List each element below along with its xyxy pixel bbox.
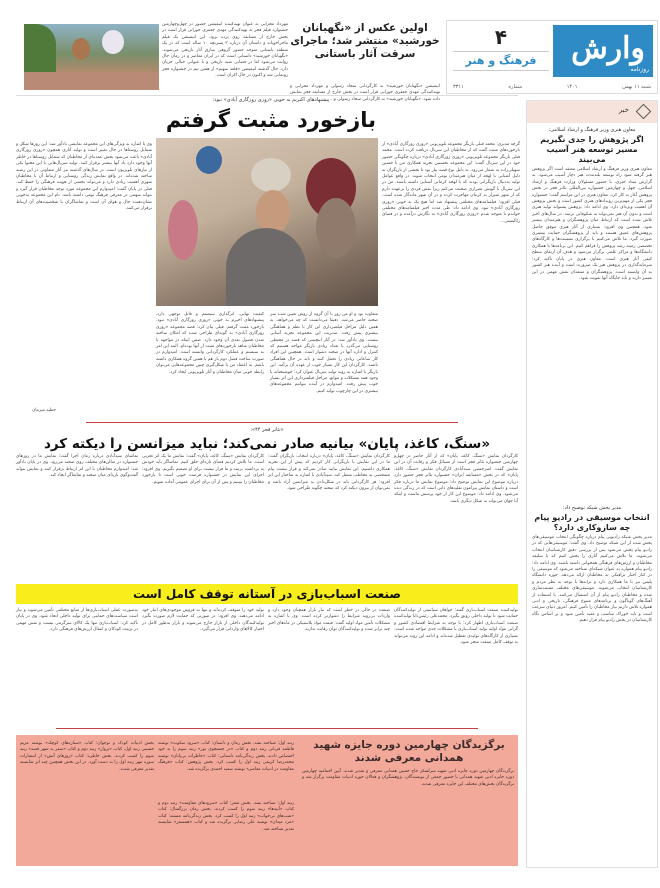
logo-prefix: روزنامه [630,66,649,73]
award-column: رتبه اول: شناخته نشد. بخش شعر: کتاب «سرودهای مقاومت» رتبه دوم و کتاب «آینه‌ها» رتبه سوم را کسب کردند. بخش رمان بزرگسال: کتاب «شب‌های بی‌خواب» رتبه اول را کسب کرد. بخش زندگی‌نامه مستند: کتاب «مرد میدان» نوشته علی رضایی برگزیده شد و کتاب «همسفر» شایسته تقدیر شناخته شد. [158,801,294,832]
masthead [446,20,658,94]
issue-year: ۱۴۰۱ [566,84,578,90]
photo-person [226,228,306,306]
news-item-kicker: معاون هنری وزیر فرهنگ و ارشاد اسلامی: [548,127,636,133]
photo-person [196,146,222,174]
news-item-kicker: مدیر پخش شبکه توضیح داد: [562,505,622,511]
news-item-title: انتخاب موسیقی در رادیو پیام چه سازوکاری دارد؟ [534,513,650,532]
photo-person [251,158,291,192]
toy-industry-title: صنعت اسباب‌بازی در آستانه توقف کامل است [16,584,518,604]
feature-title: بازخورد مثبت گرفتم [165,108,376,132]
top-story-side-text: مهرداد محرابی به عنوان تهیه‌کننده انیمیشن حضور در چهل‌و‌چهارمین جشنواره فیلم فجر به تهیه‌کنندگی مهدی جعفری جوزانی قرار است در بخش خارج از مسابقه روی پرده برود. این انیمیشن یک فیلم ماجراجویانه و داستان آن درباره ۳ پسربچه ۱۰ ساله است که در یک منطقه باستانی متوجه حضور گروهی سارق آثار تاریخی می‌شوند. «نگهبانان خورشید» داستانی است که در ایران معاصر و در زمان حال روایت می‌شود اما در فضایی شبه تاریخی و با عنوانی خیالی جریان دارد. حال گذشته انیمیشن «قلعه سهیم» از همین تیم در جشنواره فجر رونمایی شد و اکنون در حال اکران است. [162,22,289,79]
page-number: ۴ [494,25,508,49]
news-item-body: معاون هنری وزیر فرهنگ و ارشاد اسلامی معتقد است اگر پژوهش هنر گرفته شود راه توسعه بلندمدت هنر دچار آسیب می‌شود. به گزارش ستاد خبری، با حضور مسئولان وزارت فرهنگ و ارشاد اسلامی، چهل و چهارمین جشنواره بین‌المللی تئاتر فجر در بخش پژوهش آغاز به کار کرد. معاون هنری در این مراسم گفت: جشنواره فجر یکی از مهم‌ترین رویدادهای هنری کشور است و بخش پژوهش آن اهمیت ویژه‌ای دارد. وی ادامه داد: پژوهش پشتوانه تولید هنری است و بدون آن هنر نمی‌تواند به شکوفایی برسد. در سال‌های اخیر تلاش شده است که ارتباط میان پژوهشگران و هنرمندان بیشتر شود. همچنین وی افزود: بسیاری از آثار هنری موفق حاصل پژوهش‌های عمیق هستند و باید از پژوهشگران حمایت بیشتری صورت گیرد. ما تلاش می‌کنیم با برگزاری نشست‌ها و کارگاه‌های تخصصی زمینه رشد پژوهش را فراهم کنیم. این برنامه‌ها با همکاری دانشگاه‌ها و مراکز علمی برگزار می‌شود و هدف آن ارتقای سطح کیفی آثار هنری است. معاون هنری در پایان تأکید کرد: سرمایه‌گذاری در پژوهش هنر یک ضرورت است و آینده هنر کشور به آن وابسته است. پژوهشگران و منتقدان نقش مهمی در این مسیر دارند و باید جایگاه آنها تقویت شود. [532,167,652,281]
feature-column: وی با اشاره به ویژگی‌های این مجموعه نمایشی یادآور شد: این روزها شکل و شمایل روستاها در حال تغییر است و تولید آثاری همچون «روزی روزگاری آبادی» باعث می‌شود بخش عمده‌ای از مخاطبان که شمایل روستاها در خاطر آنها وجود دارد یاد آنها بیشتر برقرار کنند. تولید سریال‌هایی با این محتوا یکی از نیازهای تلویزیون است. در سال‌های گذشته نیز آثار متفاوتی در این زمینه ساخته شده‌اند. در واقع نمایش زندگی روستایی و ارتباط آن با مخاطبان شهری اهمیت زیادی دارد و می‌تواند بخشی از هویت فرهنگی را حفظ کند. قبلی در پایان گفت: امیدوارم این مجموعه مورد توجه مخاطبان قرار گیرد و بتواند سهمی در معرفی فرهنگ بومی داشته باشد. نام این مجموعه به‌خوبی نشان‌دهنده حال و هوای آن است و تماشاگران با شخصیت‌های آن ارتباط برقرار می‌کنند. [16,142,152,212]
diamond-icon [636,104,652,120]
feature-column: متفاوت بود و او من روز با آن گروه از روش تعیین شده سر صحنه حاضر می‌شد. دقیقا می‌دانست که چه می‌خواهد. به همین دلیل مراحل فیلمبرداری این کار با نظم و هماهنگی بیشتری پیش رفت. مدیریت این مجموعه تجربه آسانی نیست. وی یادآور شد: در آثار اینچنینی که قصه در محیطی روستایی می‌گذرد با تعداد زیادی بازیگر مواجه هستیم که کنترل و اداره آنها در صحنه دشوار است. همچنین این افراد کار ساعاتی زیادی را تحمل کنند و باید در حال هماهنگی باشند. کارگردان این کار بسیار خوب از عهده آن برآمد. این بازیگر با اشاره به روند تولید سریال عنوان کرد: خوشبختانه با وجود همه مشکلات و موانع، مراحل فیلمبرداری این اثر بسیار خوب پیش رفت. امیدوارم در آینده بتوانیم مجموعه‌های بیشتری در این چارچوب تولید کنیم. [270,312,378,394]
toy-column: تولیدکننده صنعت اسباب‌بازی گفته: خواهان سیاستی از تولیدکنندگان حمایت شود تا تولید داخلی رونق بگیرد. محمدعلی رئیس‌دانا تولیدکننده صنعت اسباب‌بازی اظهار کرد: با توجه به شرایط اقتصادی کشور و گرانی مواد اولیه تولید اسباب‌بازی با مشکلات جدی مواجه شده است. بسیاری از کارگاه‌های تولیدی تعطیل شده‌اند و ادامه این روند می‌تواند به توقف کامل صنعت منجر شود. [394,608,518,646]
news-sidebar [526,100,658,868]
top-story-body: انیمیشن «نگهبانان خورشید» به کارگردانی سجاد رسولی و مهرداد محرابی و تهیه‌کنندگی مهدی جعفری جوزانی قرار است در بخش خارج از مسابقه فجر نمایش داده شود. «نگهبانان خورشید» به کارگردانی سجاد رسولی و... [290,84,440,102]
image-wall [24,72,159,90]
red-divider [56,728,478,729]
toy-column: تولید خود را متوقف کرده‌اند و تنها به فروش موجودی‌های انبار خود ادامه می‌دهند. وی افزود: در صورتی که حمایت لازم صورت نگیرد تولیدکنندگان داخلی از بازار خارج می‌شوند و بازار به‌طور کامل در اختیار کالاهای وارداتی قرار می‌گیرد. [142,608,264,633]
feature-signature: حطیه میرمان [32,408,56,413]
top-story-animation-image [24,24,159,90]
toy-column: صنعت در حالی در خطر است که نیاز بازار همچنان وجود دارد و واردات بی‌رویه شرایط را دشوارتر کرده است. وی با اشاره به مشکلات تأمین مواد اولیه گفت: قیمت مواد پلاستیکی در ماه‌های اخیر چند برابر شده و تولیدکنندگان توان رقابت ندارند. [268,608,390,633]
feature-kicker: پیشنهادهای اکبریم به خوبی «روزی روزگاری آبادی» نبود: [212,97,330,103]
award-column: رتبه اول: شناخته نشد. بخش رمان و داستان: کتاب «سرود سکوت» نوشته فاطمه قربانی رتبه دوم و کتاب «در جستجوی نور» رتبه سوم را به خود اختصاص دادند. بخش زندگی‌نامه داستانی: کتاب «خاطرات بی‌پایان» نوشته محمدرضا کریمی رتبه اول را کسب کرد. بخش پژوهش: کتاب «فرهنگ مقاومت در ادبیات معاصر» نوشته سعید احمدی برگزیده شد. [158,741,294,772]
issue-number: ۳۳۱۱ [453,84,464,90]
logo-text: وارش [571,31,645,66]
photo-person [316,198,356,258]
newspaper-page [16,18,658,868]
feature-column: کیفیت نهایی، اثرگذاری سیستم و قابل توجهی دارد. پیشنهادهای اخیرم به خوبی «روزی روزگاری آبادی» نبود. بازخورد مثبت گرفتم. قبلی بیان کرد: قصه مجموعه «روزی روزگاری آبادی» به گونه‌ای طراحی شده که امکان ساخته شدن فصول بعدی آن وجود دارد. ضمن اینکه در مواجهه با مخاطبان شاهد بازخوردهای مثبت از آنها بوده‌ام. البته این امر به سیستم و عملکرد کارگردانی وابسته است. امیدوارم در صورت ساخت فصل دوم باز هم با همین گروه همکاری داشته باشم. به اعتقاد من با شکل‌گیری چنین مجموعه‌هایی می‌توان رابطه خوبی میان مخاطبان و آثار تلویزیونی ایجاد کرد. [156,312,264,375]
news-item-title: اگر پژوهش را جدی نگیریم مسیر توسعه هنر آسیب می‌بیند [540,135,644,164]
issue-date: شنبه ۱۱ بهمن [622,84,651,90]
toy-column: به‌صورت عملی اسباب‌بازی‌ها از منابع مختلفی تأمین می‌شوند و نیاز است سیاست‌های حمایتی برای تولید داخلی اتخاذ شود. وی در پایان تأکید کرد: اسباب‌بازی تنها یک کالای سرگرمی نیست و نقش مهمی در تربیت کودکان و انتقال ارزش‌های فرهنگی دارد. [16,608,138,633]
image-character [102,30,124,54]
feature-column: گرچه مدیری: محمد قبلی بازیگر مجموعه تلویزیونی «روزی روزگاری آبادی» از بازخوردهای مثبت گفت که از مخاطبان این سریال دریافت کرده است. محمد قبلی بازیگر مجموعه تلویزیونی «روزی روزگاری آبادی» درباره چگونگی حضور خود در این سریال گفت: این مجموعه نخستین تجربه همکاری من با حسین سهیلی‌زاده به شمار می‌رود. به دلیل نوع قصه نیاز بود تا بخشی از بازیگران به دلیل آشنایی با لهجه از میان هنرمندان بومی انتخاب شوند. در واقع عوامل تولید به‌دنبال بازیگرانی بودند که با لهجه کرمانی آشنایی داشته باشند. من در این سریال با گویش شیرازی صحبت می‌کنم زیرا نقش فردی را برعهده دارم که از شهر شیراز به کرمان مهاجرت کرده و در آن شهر ماندگار شده است. قبلی افزود: فیلمنامه‌های مختلفی پیشنهاد شد اما هیچ یک به خوبی «روزی روزگاری آبادی» نبود. وی ادامه داد: طی مدت اخیر فیلمنامه‌های مختلفی خواندم تا متوجه شدم «روزی روزگاری آبادی» به نگارش درآمده و در فضای رئالیستی... [381,142,520,224]
sidebar-header-label: خبر [618,106,629,114]
news-item-body: مدیر پخش شبکه رادیویی پیام درباره چگونگی انتخاب موسیقی‌های پخش شده از این شبکه توضیح داد. وی گفت: موسیقی‌هایی که در رادیو پیام پخش می‌شود پس از بررسی دقیق کارشناسان انتخاب می‌شوند. ما تلاش می‌کنیم آثاری را پخش کنیم که با سلیقه مخاطبان و ارزش‌های فرهنگی همخوانی داشته باشند. وی ادامه داد: رادیو پیام همواره به عنوان شبکه‌ای شناخته می‌شود که موسیقی را در کنار اخبار ترافیکی به مخاطبان ارائه می‌دهد. حوزه دانشگاه پلیس نیز با ما همکاری دارد و ترانه‌ها با توجه به نظر مردم و کارشناسان انتخاب می‌شوند. موسیقی‌های مختلف مستند‌سازی شده و مخاطبان رادیو پیام از آن استقبال می‌کنند. با استفاده از آهنگ‌های گوناگون و برنامه‌های متنوع فرهنگی، تاریخی و ادبی همواره تلاش داریم نیاز مخاطبان را تأمین کنیم. امروز دنیای سرعت است و باید خوراک مناسب و مفید تأمین شود و بر اساس نگاه کارشناسان در پخش رادیو پیام قرار دهیم. [532,535,652,624]
image-character [72,38,90,60]
red-divider [86,422,458,423]
sidebar-header [527,101,657,123]
theatre-column: کارگردان نمایش «سنگ، کاغذ، پایان» که از آثار حاضر در چهل‌و چهارمین جشنواره تئاتر فجر است از مسائل فکر و رقابت آن در این نمایش گفت. امیرحسین سیدآبادی کارگردان نمایش «سنگ، کاغذ، پایان» که در بخش «مسابقه ایران» جشنواره تئاتر فجر حضور دارد درباره موضوع این نمایش توضیح داد: موضوع نمایش ما درباره فکر است و داستان نمایش پیرامون تقلیدهای ذاتی است که در زندگی دیده می‌شود. وی ادامه داد: موضوع این کار از خود پرسش ماست و اینکه آیا جهان می‌تواند به شکل دیگری باشد. [394,454,518,504]
award-column: بخش ادبیات کودک و نوجوان: کتاب «ستاره‌های کوچک» نوشته مریم حسینی رتبه اول، کتاب «پرواز» رتبه دوم و کتاب «سفر به شهر قصه» رتبه سوم را کسب کردند. بخش خاطره: کتاب «روزهای آتش» از انتشارات سوره مهر رتبه اول را به دست آورد. در این بخش همچنین چند اثر شایسته تقدیر معرفی شدند. [20,741,154,772]
theatre-column: کارگردان نمایش «سنگ، کاغذ، پایان» درباره انتخاب بازیگران گفت: ما در این نمایش با بازیگرانی کار کردیم که پیش از این تجربه همکاری داشتیم. این نمایش بیانیه صادر نمی‌کند و قرار نیست پیام مشخصی به مخاطب منتقل کند. سیدآبادی با اشاره به ساختار این اثر افزود: هر کارگردانی باید در شکل‌دادن به میزانسن آزاد باشد و نمی‌توان از بیرون دیکته کرد که صحنه چگونه طراحی شود. [268,454,390,492]
feature-cast-photo [156,138,378,306]
top-story-title: اولین عکس از «نگهبانان خورشید» منتشر شد؛ ماجرای سرقت آثار باستانی [290,22,440,60]
theatre-title: «سنگ، کاغذ، پایان» بیانیه صادر نمی‌کند؛ نباید میزانسن را دیکته کرد [43,436,491,452]
section-title: فرهنگ و هنر [453,51,549,71]
issue-info [453,84,651,90]
divider [16,95,518,96]
issue-label: شماره [508,84,523,90]
theatre-kicker: «تئاتر فجر ۴۴»: [250,427,284,433]
award-lead: برگزیدگان چهارمین دوره جایزه ادبی شهید سرلشکر حاج حسین همدانی معرفی و تقدیر شدند. آیین اختتامیه چهارمین دوره جایزه ادبی شهید همدانی با حضور جمعی از نویسندگان، پژوهشگران و فعالان حوزه ادبیات مقاومت برگزار شد و برگزیدگان بخش‌های مختلف این جایزه معرفی شدند. [302,769,514,787]
photo-person [168,200,198,260]
newspaper-logo [553,25,653,77]
theatre-column: تماشای سیدآبادی درباره زمان اجرا گفت: نمایش ما در روزهای جشنواره در سالن‌های مختلف روی صحنه می‌رود. وی در پایان یادآور شد: امیدوارم مخاطبان با این اثر ارتباط برقرار کنند و نمایش بتواند گفت‌وگوی تازه‌ای میان صحنه و تماشاگر ایجاد کند. [16,454,138,479]
award-box [16,735,518,866]
award-title: برگزیدگان چهارمین دوره جایزه شهید همدانی معرفی شدند [313,739,505,764]
theatre-column: کارگردان نمایش «سنگ، کاغذ، پایان» گفت: نمایش ما یک اثر تجربی است. ما تلاش کردیم فضای تازه‌ای خلق کنیم. تماشاگر باید خودش به برداشت برسد و ما قرار نیست برای او تصمیم بگیریم. وی افزود: اجرای این نمایش در جشنواره فرصت خوبی است تا بازخورد مخاطبان را ببینیم و پس از آن برای اجرای عمومی آماده شویم. [142,454,264,485]
